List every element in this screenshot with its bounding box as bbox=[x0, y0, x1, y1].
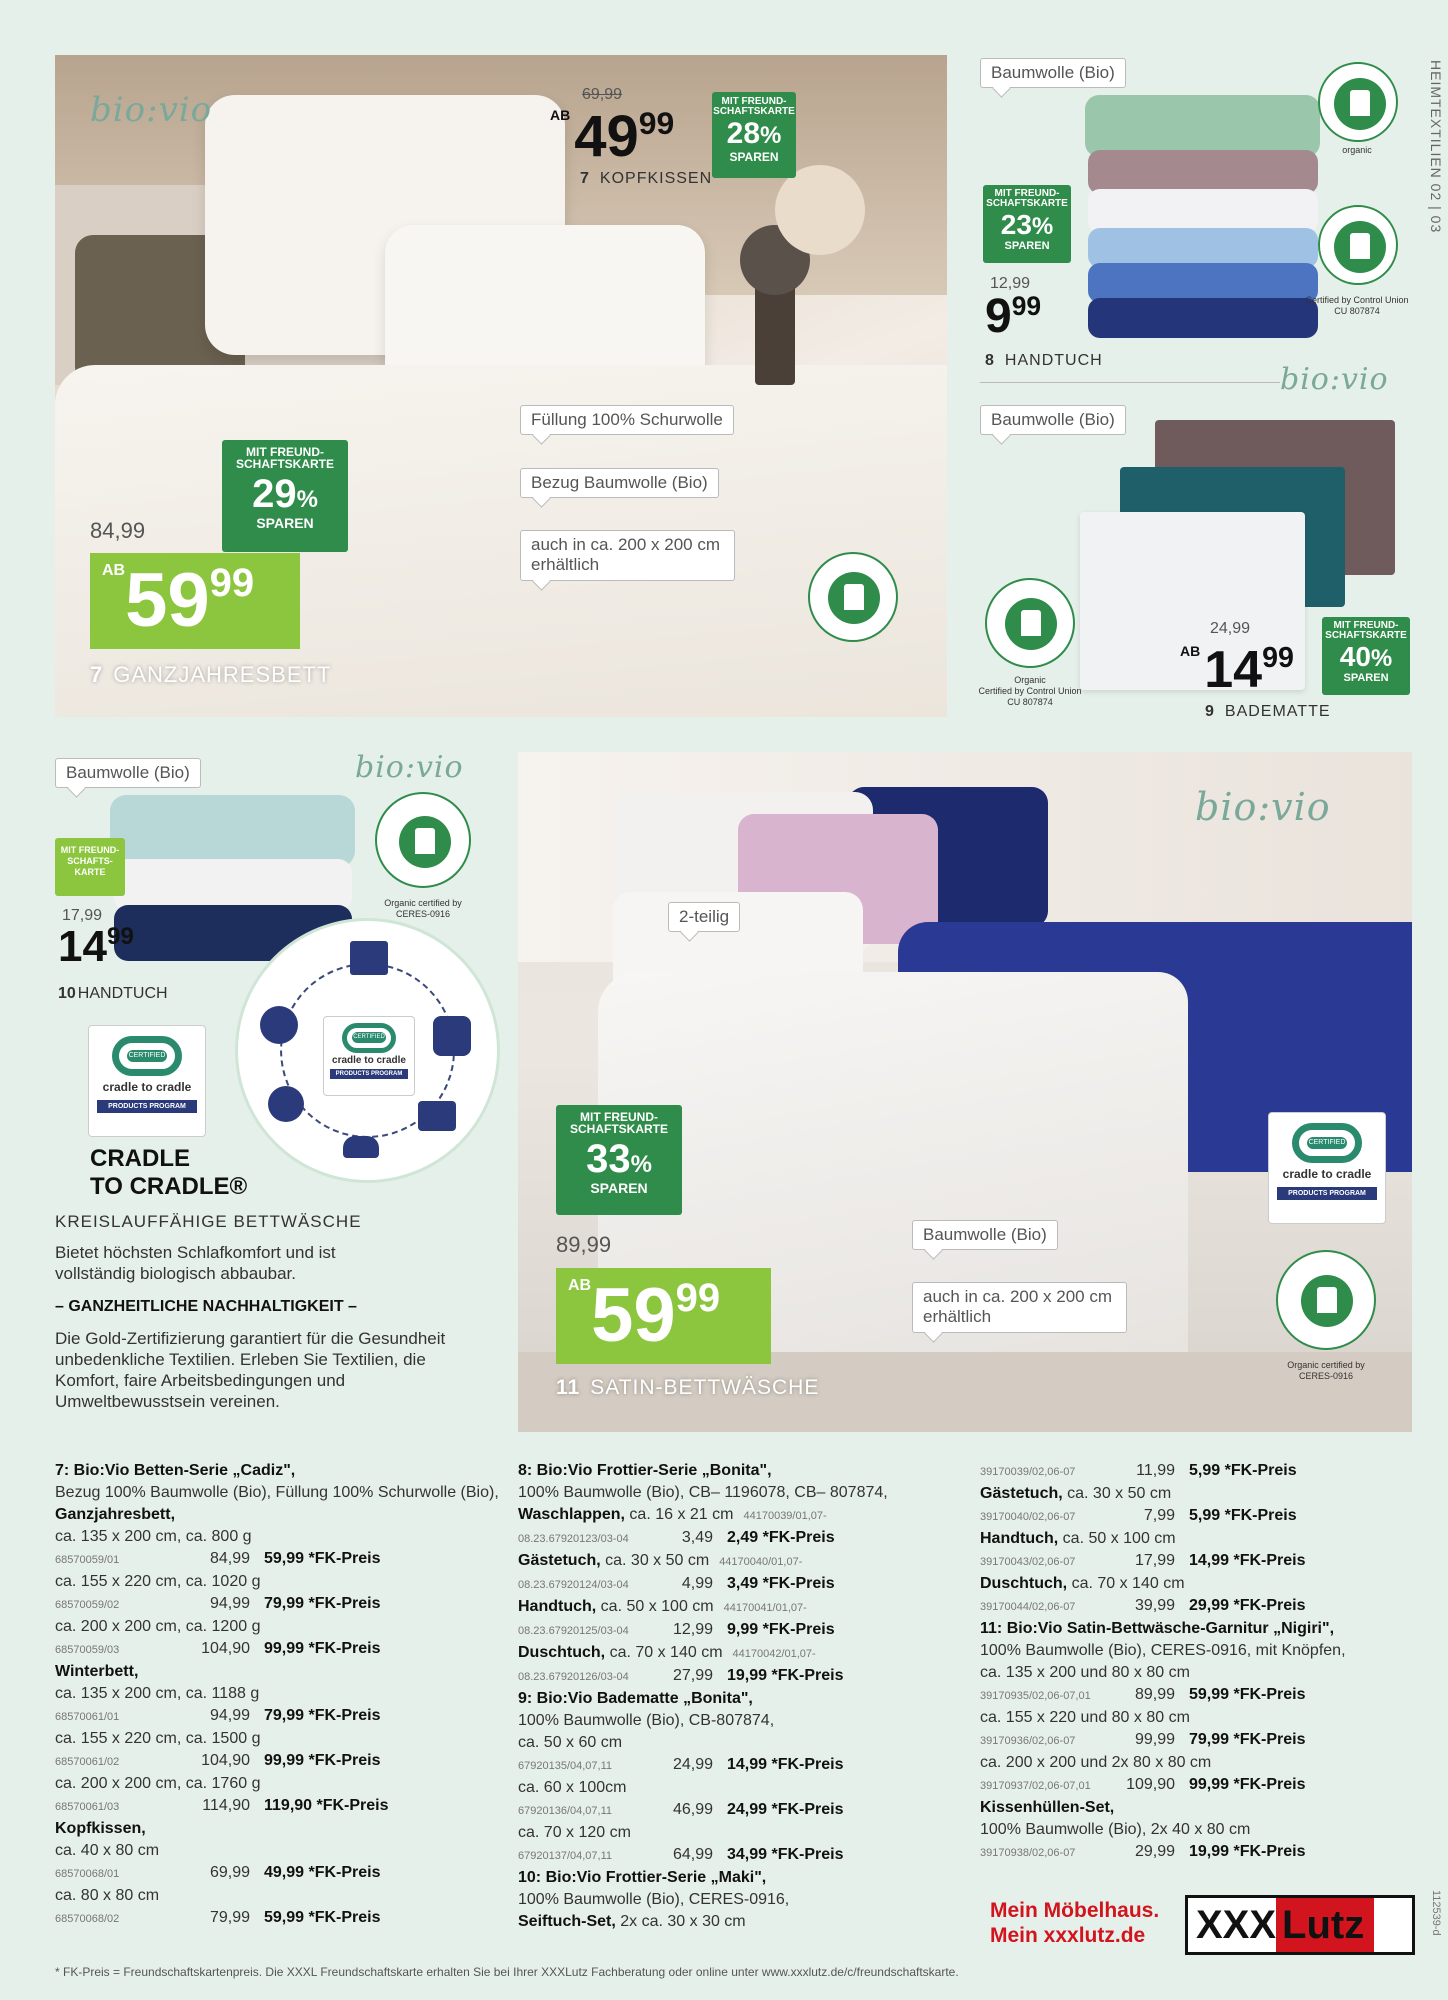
bio-vio-logo: bio:vio bbox=[1195, 785, 1331, 829]
detail-text: 2x ca. 30 x 30 cm bbox=[615, 1913, 746, 1930]
tag-baumwolle-9: Baumwolle (Bio) bbox=[980, 405, 1126, 435]
detail-line bbox=[55, 1885, 475, 1907]
detail-line bbox=[980, 1797, 1420, 1819]
cradle-to-cradle-logo: CERTIFIED cradle to cradle PRODUCTS PROGRAM bbox=[1268, 1112, 1386, 1224]
detail-line bbox=[55, 1907, 475, 1930]
detail-heading: Handtuch, bbox=[980, 1530, 1059, 1547]
c2c-heading: CRADLE TO CRADLE® bbox=[90, 1145, 248, 1200]
discount-badge-ganzjahresbett: MIT FREUND- SCHAFTSKARTE 29% SPAREN bbox=[222, 440, 348, 552]
tag-fuellung: Füllung 100% Schurwolle bbox=[520, 405, 734, 435]
c2c-subtitle: KREISLAUFFÄHIGE BETTWÄSCHE bbox=[55, 1212, 362, 1231]
gots-certificate-icon bbox=[1318, 205, 1398, 285]
fk-price: 99,99 *FK-Preis bbox=[264, 1752, 381, 1769]
article-number: 08.23.67920125/03-04 bbox=[518, 1625, 629, 1637]
product-name-handtuch-8: 8 HANDTUCH bbox=[985, 352, 1103, 369]
fk-price: 19,99 *FK-Preis bbox=[727, 1667, 844, 1684]
old-price-handtuch-8: 12,99 bbox=[990, 275, 1031, 292]
towel-stack-photo bbox=[1085, 95, 1325, 345]
article-number: 39170043/02,06-07 bbox=[980, 1556, 1076, 1568]
regular-price: 94,99 bbox=[209, 1707, 250, 1724]
regular-price: 79,99 bbox=[209, 1909, 250, 1926]
fk-price: 14,99 *FK-Preis bbox=[727, 1756, 844, 1773]
detail-heading: Winterbett, bbox=[55, 1663, 139, 1680]
detail-line bbox=[55, 1638, 475, 1661]
detail-heading: Seiftuch-Set, bbox=[518, 1913, 616, 1930]
article-number: 44170039/01,07- bbox=[743, 1510, 827, 1522]
detail-line bbox=[55, 1728, 475, 1750]
detail-line bbox=[518, 1732, 958, 1754]
detail-line bbox=[55, 1705, 475, 1728]
detail-line bbox=[55, 1750, 475, 1773]
detail-line bbox=[55, 1773, 475, 1795]
factory-icon bbox=[350, 941, 388, 975]
gots-label-8: organic bbox=[1342, 145, 1372, 155]
detail-line bbox=[518, 1844, 958, 1867]
price-box-satin: AB5999 bbox=[556, 1268, 771, 1364]
article-number: 39170040/02,06-07 bbox=[980, 1511, 1076, 1523]
detail-text: 100% Baumwolle (Bio), CERES-0916, mit Knöpfen, bbox=[980, 1642, 1346, 1659]
c2c-body-2: Die Gold-Zertifizierung garantiert für die Gesundheit unbedenkliche Textilien. Erleben Sie Textilien, die Komfort, faire Arbeitsbedingungen und Umweltbewusstsein vereinen. bbox=[55, 1329, 446, 1411]
article-number: 68570061/02 bbox=[55, 1756, 120, 1768]
detail-line bbox=[55, 1795, 475, 1818]
detail-line bbox=[518, 1573, 958, 1596]
gots-cert-11: Organic certified by CERES-0916 bbox=[1287, 1360, 1365, 1381]
article-number: 39170938/02,06-07 bbox=[980, 1847, 1076, 1859]
old-price-satin: 89,99 bbox=[556, 1232, 612, 1257]
detail-text: 100% Baumwolle (Bio), CB-807874, bbox=[518, 1712, 775, 1729]
fk-price: 24,99 *FK-Preis bbox=[727, 1801, 844, 1818]
gots-certificate-icon bbox=[1276, 1250, 1376, 1350]
regular-price: 46,99 bbox=[672, 1801, 713, 1818]
detail-line bbox=[518, 1710, 958, 1732]
detail-text: ca. 50 x 100 cm bbox=[596, 1598, 714, 1615]
bio-vio-logo: bio:vio bbox=[90, 90, 213, 130]
detail-line bbox=[980, 1819, 1420, 1841]
fk-price: 79,99 *FK-Preis bbox=[264, 1595, 381, 1612]
detail-line bbox=[980, 1618, 1420, 1640]
details-column-1 bbox=[55, 1460, 499, 1930]
article-number: 44170042/01,07- bbox=[732, 1648, 816, 1660]
detail-text: ca. 50 x 60 cm bbox=[518, 1734, 623, 1751]
article-number: 44170041/01,07- bbox=[723, 1602, 807, 1614]
fk-price: 29,99 *FK-Preis bbox=[1189, 1597, 1306, 1614]
fk-price: 3,49 *FK-Preis bbox=[727, 1575, 835, 1592]
fk-price: 5,99 *FK-Preis bbox=[1189, 1507, 1297, 1524]
regular-price: 7,99 bbox=[1143, 1507, 1175, 1524]
gots-certificate-icon bbox=[375, 792, 471, 888]
article-number: 39170935/02,06-07,01 bbox=[980, 1690, 1091, 1702]
article-number: 39170039/02,06-07 bbox=[980, 1466, 1076, 1478]
detail-line bbox=[518, 1799, 958, 1822]
detail-line bbox=[55, 1460, 475, 1482]
article-number: 39170936/02,06-07 bbox=[980, 1735, 1076, 1747]
detail-line bbox=[980, 1752, 1420, 1774]
detail-text: ca. 135 x 200 cm, ca. 800 g bbox=[55, 1528, 252, 1545]
fk-price: 99,99 *FK-Preis bbox=[264, 1640, 381, 1657]
discount-badge-handtuch-8: MIT FREUND- SCHAFTSKARTE 23% SPAREN bbox=[983, 185, 1071, 263]
detail-line bbox=[980, 1483, 1420, 1505]
detail-line bbox=[518, 1527, 958, 1550]
detail-heading: Handtuch, bbox=[518, 1598, 597, 1615]
detail-line bbox=[55, 1548, 475, 1571]
fk-price: 79,99 *FK-Preis bbox=[264, 1707, 381, 1724]
tag-baumwolle-11: Baumwolle (Bio) bbox=[912, 1220, 1058, 1250]
discount-badge-badematte: MIT FREUND- SCHAFTSKARTE 40% SPAREN bbox=[1322, 617, 1410, 695]
people-icon bbox=[433, 1016, 471, 1056]
detail-heading: 8: Bio:Vio Frottier-Serie „Bonita", bbox=[518, 1462, 772, 1479]
detail-line bbox=[518, 1642, 958, 1665]
detail-line bbox=[55, 1526, 475, 1548]
regular-price: 17,99 bbox=[1134, 1552, 1175, 1569]
fk-price: 59,99 *FK-Preis bbox=[264, 1550, 381, 1567]
article-number: 39170044/02,06-07 bbox=[980, 1601, 1076, 1613]
fk-price: 99,99 *FK-Preis bbox=[1189, 1776, 1306, 1793]
detail-line bbox=[518, 1889, 958, 1911]
slogan: Mein Möbelhaus. Mein xxxlutz.de bbox=[990, 1899, 1160, 1947]
product-name-handtuch-10: 10 HANDTUCH bbox=[58, 985, 168, 1002]
detail-line bbox=[518, 1619, 958, 1642]
bio-vio-logo: bio:vio bbox=[355, 750, 464, 785]
article-number: 68570061/03 bbox=[55, 1801, 120, 1813]
detail-text: ca. 135 x 200 und 80 x 80 cm bbox=[980, 1664, 1190, 1681]
detail-line bbox=[518, 1822, 958, 1844]
detail-text: ca. 155 x 220 und 80 x 80 cm bbox=[980, 1709, 1190, 1726]
detail-heading: 7: Bio:Vio Betten-Serie „Cadiz", bbox=[55, 1462, 296, 1479]
wall-mirror bbox=[775, 165, 865, 255]
detail-text: Bezug 100% Baumwolle (Bio), Füllung 100% Schurwolle (Bio), bbox=[55, 1484, 499, 1501]
detail-heading: Waschlappen, bbox=[518, 1506, 625, 1523]
detail-line bbox=[55, 1616, 475, 1638]
detail-heading: Duschtuch, bbox=[518, 1644, 606, 1661]
detail-heading: Gästetuch, bbox=[518, 1552, 601, 1569]
price-handtuch-8: $9^{99}$ bbox=[985, 290, 1042, 343]
regular-price: 39,99 bbox=[1134, 1597, 1175, 1614]
article-number: 08.23.67920123/03-04 bbox=[518, 1533, 629, 1545]
details-column-3 bbox=[980, 1460, 1420, 1864]
article-number: 68570059/02 bbox=[55, 1599, 120, 1611]
tag-size-bett: auch in ca. 200 x 200 cm erhältlich bbox=[520, 530, 735, 581]
old-price-kopfkissen: 69,99 bbox=[582, 86, 623, 103]
regular-price: 3,49 bbox=[681, 1529, 713, 1546]
old-price-handtuch-10: 17,99 bbox=[62, 907, 103, 924]
detail-line bbox=[55, 1571, 475, 1593]
product-name-kopfkissen: 7 KOPFKISSEN bbox=[580, 170, 713, 187]
detail-text: ca. 200 x 200 und 2x 80 x 80 cm bbox=[980, 1754, 1212, 1771]
regular-price: 114,90 bbox=[202, 1797, 250, 1814]
regular-price: 11,99 bbox=[1136, 1462, 1175, 1479]
detail-heading: Kopfkissen, bbox=[55, 1820, 146, 1837]
article-number: 68570059/01 bbox=[55, 1554, 120, 1566]
detail-line bbox=[518, 1867, 958, 1889]
gots-certificate-icon bbox=[1318, 62, 1398, 142]
detail-line bbox=[980, 1640, 1420, 1662]
cradle-to-cradle-logo: CERTIFIED cradle to cradle PRODUCTS PROGRAM bbox=[88, 1025, 206, 1137]
gots-cert-9: Organic Certified by Control Union CU 807874 bbox=[978, 675, 1082, 707]
regular-price: 64,99 bbox=[672, 1846, 713, 1863]
regular-price: 29,99 bbox=[1134, 1843, 1175, 1860]
details-column-2 bbox=[518, 1460, 958, 1933]
detail-text: ca. 155 x 220 cm, ca. 1500 g bbox=[55, 1730, 261, 1747]
detail-text: ca. 16 x 21 cm bbox=[624, 1506, 734, 1523]
regular-price: 94,99 bbox=[209, 1595, 250, 1612]
regular-price: 27,99 bbox=[672, 1667, 713, 1684]
fk-price: 59,99 *FK-Preis bbox=[264, 1909, 381, 1926]
footer-code: 112539-d bbox=[1430, 1890, 1442, 1936]
tag-bezug: Bezug Baumwolle (Bio) bbox=[520, 468, 719, 498]
detail-heading: Kissenhüllen-Set, bbox=[980, 1799, 1115, 1816]
fk-price: 9,99 *FK-Preis bbox=[727, 1621, 835, 1638]
detail-text: ca. 30 x 50 cm bbox=[600, 1552, 710, 1569]
detail-heading: Gästetuch, bbox=[980, 1485, 1063, 1502]
detail-line bbox=[55, 1862, 475, 1885]
detail-text: ca. 200 x 200 cm, ca. 1760 g bbox=[55, 1775, 261, 1792]
detail-line bbox=[518, 1482, 958, 1504]
detail-line bbox=[980, 1573, 1420, 1595]
article-number: 08.23.67920124/03-04 bbox=[518, 1579, 629, 1591]
footnote: * FK-Preis = Freundschaftskartenpreis. Die XXXL Freundschaftskarte erhalten Sie bei Ihrer XXXLutz Fachberatung oder online unter www.xxxlutz.de/c/freundschaftskarte. bbox=[55, 1965, 959, 1979]
detail-line bbox=[980, 1528, 1420, 1550]
fk-price: 59,99 *FK-Preis bbox=[1189, 1686, 1306, 1703]
detail-text: 100% Baumwolle (Bio), CB– 1196078, CB– 807874, bbox=[518, 1484, 888, 1501]
article-number: 08.23.67920126/03-04 bbox=[518, 1671, 629, 1683]
tag-baumwolle-8: Baumwolle (Bio) bbox=[980, 58, 1126, 88]
detail-text: ca. 50 x 100 cm bbox=[1058, 1530, 1176, 1547]
regular-price: 89,99 bbox=[1134, 1686, 1175, 1703]
fk-price: 2,49 *FK-Preis bbox=[727, 1529, 835, 1546]
fk-price: 19,99 *FK-Preis bbox=[1189, 1843, 1306, 1860]
detail-line bbox=[980, 1505, 1420, 1528]
detail-line bbox=[55, 1818, 475, 1840]
detail-text: ca. 70 x 120 cm bbox=[518, 1824, 631, 1841]
circular-economy-diagram bbox=[235, 918, 500, 1183]
regular-price: 84,99 bbox=[209, 1550, 250, 1567]
detail-line bbox=[980, 1662, 1420, 1684]
old-price-bademattte: 24,99 bbox=[1210, 620, 1251, 637]
fk-price: 34,99 *FK-Preis bbox=[727, 1846, 844, 1863]
fk-price: 5,99 *FK-Preis bbox=[1189, 1462, 1297, 1479]
regular-price: 24,99 bbox=[672, 1756, 713, 1773]
detail-line bbox=[518, 1665, 958, 1688]
yarn-icon bbox=[260, 1006, 298, 1044]
detail-line bbox=[518, 1688, 958, 1710]
detail-text: ca. 70 x 140 cm bbox=[1067, 1575, 1185, 1592]
detail-heading: 11: Bio:Vio Satin-Bettwäsche-Garnitur „Nigiri", bbox=[980, 1620, 1335, 1637]
detail-line bbox=[55, 1482, 499, 1504]
detail-text: ca. 80 x 80 cm bbox=[55, 1887, 160, 1904]
detail-line bbox=[518, 1777, 958, 1799]
price-box-ganzjahresbett: AB5999 bbox=[90, 553, 300, 649]
product-name-satin: 11 SATIN-BETTWÄSCHE bbox=[556, 1376, 820, 1399]
detail-line bbox=[980, 1707, 1420, 1729]
detail-line bbox=[55, 1504, 475, 1526]
price-badematte: $^{AB}14^{99}$ bbox=[1180, 641, 1294, 699]
regular-price: 99,99 bbox=[1134, 1731, 1175, 1748]
detail-line bbox=[55, 1683, 475, 1705]
detail-line bbox=[518, 1911, 958, 1933]
detail-line bbox=[518, 1754, 958, 1777]
fk-price: 79,99 *FK-Preis bbox=[1189, 1731, 1306, 1748]
article-number: 67920135/04,07,11 bbox=[518, 1760, 612, 1772]
divider-line bbox=[980, 382, 1280, 383]
regular-price: 104,90 bbox=[201, 1640, 250, 1657]
c2c-body-1: Bietet höchsten Schlafkomfort und ist vollständig biologisch abbaubar. bbox=[55, 1243, 336, 1283]
detail-line bbox=[55, 1661, 475, 1683]
regular-price: 69,99 bbox=[209, 1864, 250, 1881]
compost-icon bbox=[343, 1136, 379, 1158]
laundry-icon bbox=[418, 1101, 456, 1131]
article-number: 67920137/04,07,11 bbox=[518, 1850, 612, 1862]
detail-line bbox=[980, 1460, 1420, 1483]
xxxlutz-logo: XXX Lutz bbox=[1185, 1895, 1415, 1955]
discount-badge-satin: MIT FREUND- SCHAFTSKARTE 33% SPAREN bbox=[556, 1105, 682, 1215]
article-number: 44170040/01,07- bbox=[719, 1556, 803, 1568]
fk-price: 14,99 *FK-Preis bbox=[1189, 1552, 1306, 1569]
detail-line bbox=[55, 1840, 475, 1862]
detail-text: ca. 30 x 50 cm bbox=[1062, 1485, 1172, 1502]
regular-price: 104,90 bbox=[201, 1752, 250, 1769]
freundschaftskarte-badge-10: MIT FREUND- SCHAFTS- KARTE bbox=[55, 838, 125, 896]
old-price-ganzjahresbett: 84,99 bbox=[90, 518, 146, 543]
cotton-icon bbox=[268, 1086, 304, 1122]
c2c-section-title: – GANZHEITLICHE NACHHALTIGKEIT – bbox=[55, 1298, 357, 1315]
product-name-badematte: 9 BADEMATTE bbox=[1205, 703, 1331, 720]
gots-certificate-icon bbox=[808, 552, 898, 642]
gots-certificate-icon bbox=[985, 578, 1075, 668]
article-number: 39170937/02,06-07,01 bbox=[980, 1780, 1091, 1792]
article-number: 68570059/03 bbox=[55, 1644, 120, 1656]
detail-text: 100% Baumwolle (Bio), CERES-0916, bbox=[518, 1891, 790, 1908]
detail-line bbox=[980, 1684, 1420, 1707]
tag-baumwolle-10: Baumwolle (Bio) bbox=[55, 758, 201, 788]
fk-price: 49,99 *FK-Preis bbox=[264, 1864, 381, 1881]
detail-line bbox=[980, 1550, 1420, 1573]
regular-price: 109,90 bbox=[1126, 1776, 1175, 1793]
detail-line bbox=[980, 1729, 1420, 1752]
article-number: 68570068/02 bbox=[55, 1913, 120, 1925]
fk-price: 119,90 *FK-Preis bbox=[264, 1797, 389, 1814]
detail-text: ca. 60 x 100cm bbox=[518, 1779, 627, 1796]
detail-heading: 9: Bio:Vio Badematte „Bonita", bbox=[518, 1690, 753, 1707]
detail-text: ca. 155 x 220 cm, ca. 1020 g bbox=[55, 1573, 261, 1590]
regular-price: 4,99 bbox=[681, 1575, 713, 1592]
regular-price: 12,99 bbox=[672, 1621, 713, 1638]
detail-line bbox=[980, 1774, 1420, 1797]
detail-line bbox=[55, 1593, 475, 1616]
detail-line bbox=[518, 1504, 958, 1527]
detail-text: ca. 40 x 80 cm bbox=[55, 1842, 160, 1859]
detail-text: ca. 200 x 200 cm, ca. 1200 g bbox=[55, 1618, 261, 1635]
price-handtuch-10: $14^{99}$ bbox=[58, 922, 134, 971]
detail-line bbox=[518, 1460, 958, 1482]
detail-text: ca. 135 x 200 cm, ca. 1188 g bbox=[55, 1685, 260, 1702]
detail-text: 100% Baumwolle (Bio), 2x 40 x 80 cm bbox=[980, 1821, 1251, 1838]
article-number: 68570068/01 bbox=[55, 1868, 120, 1880]
detail-line bbox=[980, 1595, 1420, 1618]
discount-badge-kopfkissen: MIT FREUND- SCHAFTSKARTE 28% SPAREN bbox=[712, 92, 796, 178]
cradle-to-cradle-logo-small: CERTIFIED cradle to cradle PRODUCTS PROGRAM bbox=[323, 1016, 415, 1096]
detail-heading: Duschtuch, bbox=[980, 1575, 1068, 1592]
bio-vio-logo: bio:vio bbox=[1280, 362, 1389, 397]
price-kopfkissen: $^{AB}49^{99}$ bbox=[550, 104, 675, 169]
detail-heading: Ganzjahresbett, bbox=[55, 1506, 176, 1523]
detail-text: ca. 70 x 140 cm bbox=[605, 1644, 723, 1661]
tag-2-teilig: 2-teilig bbox=[668, 902, 740, 932]
detail-line bbox=[980, 1841, 1420, 1864]
detail-line bbox=[518, 1550, 958, 1573]
detail-heading: 10: Bio:Vio Frottier-Serie „Maki", bbox=[518, 1869, 767, 1886]
tag-size-11: auch in ca. 200 x 200 cm erhältlich bbox=[912, 1282, 1127, 1333]
article-number: 67920136/04,07,11 bbox=[518, 1805, 612, 1817]
gots-cert-10: Organic certified by CERES-0916 bbox=[384, 898, 462, 919]
gots-cert-8: Certified by Control Union CU 807874 bbox=[1305, 295, 1409, 316]
side-label: HEIMTEXTILIEN 02 | 03 bbox=[1428, 60, 1444, 234]
detail-line bbox=[518, 1596, 958, 1619]
product-name-ganzjahresbett: 7 GANZJAHRESBETT bbox=[90, 662, 332, 687]
article-number: 68570061/01 bbox=[55, 1711, 120, 1723]
